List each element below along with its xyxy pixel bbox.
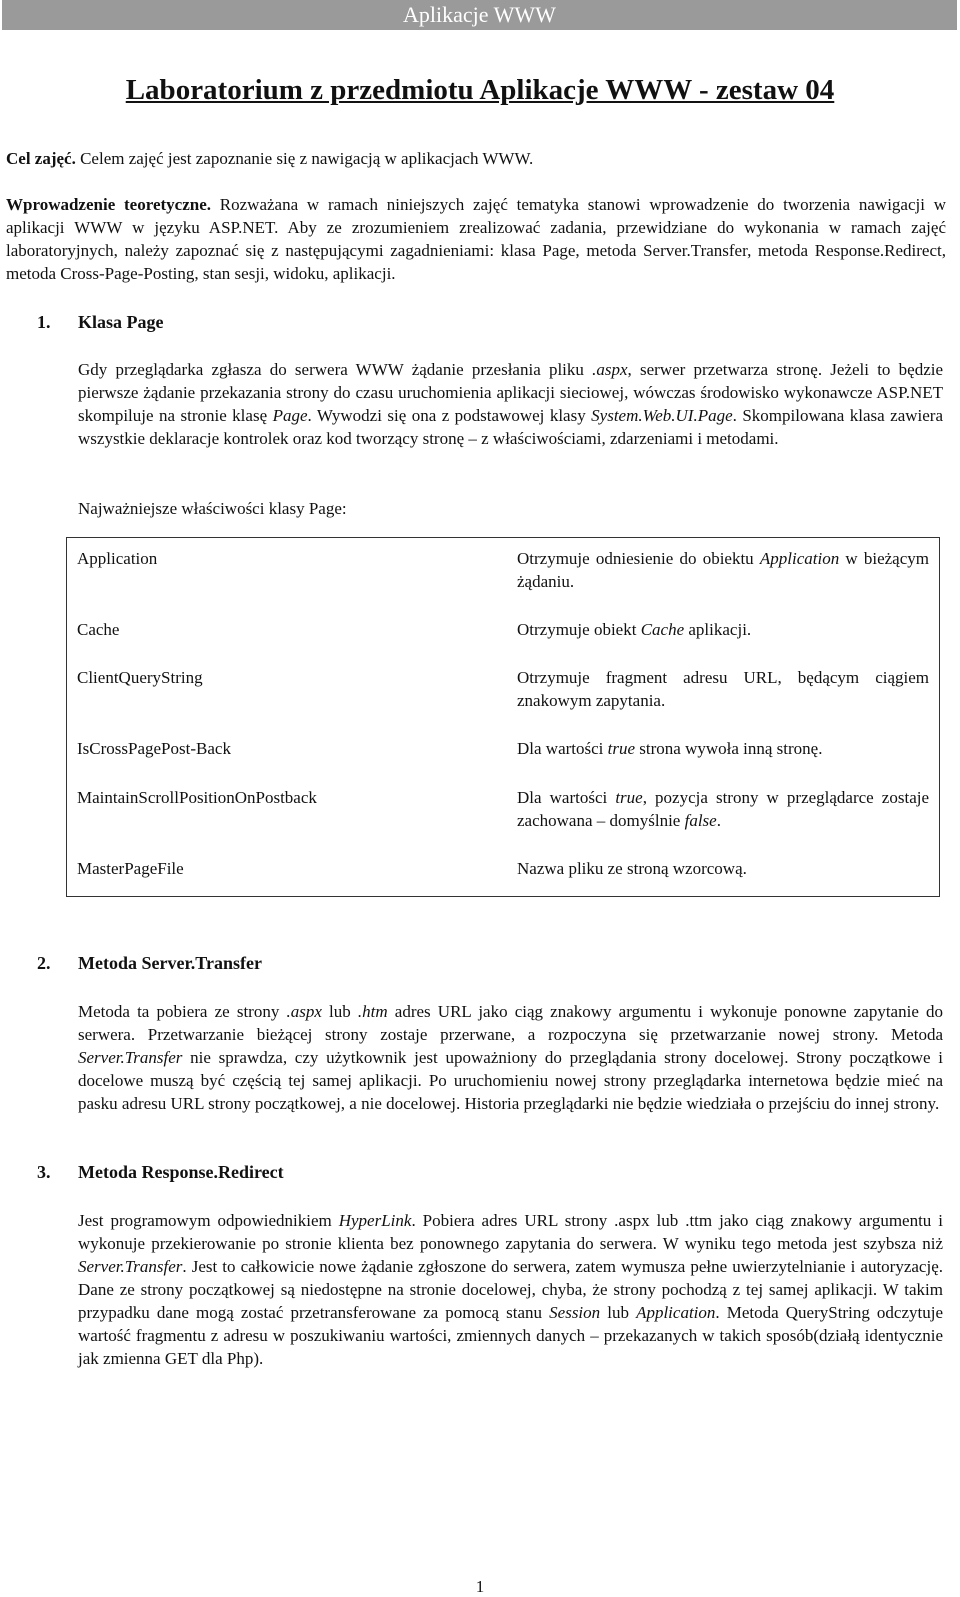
section-title-server-transfer: Metoda Server.Transfer xyxy=(78,953,262,973)
section-number: 3. xyxy=(37,1162,51,1182)
header-bar xyxy=(2,0,957,30)
text-run: nie sprawdza, czy użytkownik jest upoważniony do przeglądania strony docelowej. Strony początkowe i docelowe muszą być częścią tej samej aplikacji. Po uruchomieniu nowej strony przeglądarka internetowa będzie mieć na pasku adresu URL strony początkowej, a nie docelowej. Historia przeglądarki nie będzie wiedziała o przejściu do innej strony. xyxy=(78,1048,943,1113)
intro-paragraph xyxy=(6,193,946,285)
section-title-page-class: Klasa Page xyxy=(78,312,164,332)
text-run-italic: .aspx xyxy=(592,360,628,379)
text-run: , serwer przetwarza stronę. Jeżeli to będzie pierwsze żądanie przekazania strony do czasu uruchomienia aplikacji sieciowej, wówczas środowisko wykonawcze ASP.NET skompiluje na stronie klasę xyxy=(78,360,944,425)
text-run: adres URL jako ciąg znakowy argumentu i wykonuje ponowne zapytanie do serwera. Przetwarzanie bieżącej strony zostaje przerwane, a rozpoczyna się przetwarzanie nowej strony. Metoda xyxy=(78,1002,943,1044)
text-run-italic: Server.Transfer xyxy=(78,1048,183,1067)
property-name: IsCrossPagePost-Back xyxy=(77,739,231,758)
text-run-italic: Page xyxy=(272,406,308,425)
property-description: Otrzymuje obiekt Cache aplikacji. xyxy=(517,620,752,639)
property-name: Application xyxy=(77,549,158,568)
text-run: . Skompilowana klasa zawiera wszystkie deklaracje kontrolek oraz kod tworzący stronę – z właściwościami, zdarzeniami i metodami. xyxy=(78,406,943,448)
text-run: lub xyxy=(600,1303,637,1322)
goal-paragraph xyxy=(6,147,946,170)
page-number: 1 xyxy=(475,1577,485,1596)
text-run: . Jest to całkowicie nowe żądanie zgłoszone do serwera, zatem wymusza pełne uwierzytelnianie i autoryzację. Dane ze strony początkowej są niedostępne na stronie docelowej, chyba, że strony pochodzą z tej samej aplikacji. W takim przypadku dane mogą zostać przetransferowane za pomocą stanu xyxy=(78,1257,943,1322)
text-run: . Pobiera adres URL strony .aspx lub .ttm jako ciąg znakowy argumentu i wykonuje przekierowanie po stronie klienta bez ponownego zapytania do serwera. W wyniku tego metoda jest szybsza niż xyxy=(78,1211,943,1253)
header-title: Aplikacje WWW xyxy=(403,2,556,27)
goal-label: Cel zajęć. xyxy=(6,149,76,168)
text-run-italic: .aspx xyxy=(286,1002,322,1021)
property-name: Cache xyxy=(77,620,120,639)
properties-label: Najważniejsze właściwości klasy Page: xyxy=(78,499,347,518)
property-description: Nazwa pliku ze stroną wzorcową. xyxy=(517,859,747,878)
text-run-italic: .htm xyxy=(357,1002,388,1021)
intro-label: Wprowadzenie teoretyczne. xyxy=(6,195,212,214)
page-title: Laboratorium z przedmiotu Aplikacje WWW - zestaw 04 xyxy=(125,74,835,106)
text-run-italic: System.Web.UI.Page xyxy=(591,406,733,425)
section-number: 1. xyxy=(37,312,51,332)
text-run: . Metoda QueryString odczytuje wartość fragmentu z adresu w poszukiwaniu wartości, zmiennych danych – przekazanych w takich sposób(działą identycznie jak zmienna GET dla Php). xyxy=(78,1303,943,1368)
text-run-italic: Session xyxy=(549,1303,601,1322)
properties-table xyxy=(66,537,940,897)
property-description: Otrzymuje odniesienie do obiektu Application w bieżącym żądaniu. xyxy=(517,549,929,591)
text-run-italic: Application xyxy=(636,1303,716,1322)
section-number: 2. xyxy=(37,953,51,973)
goal-text: Celem zajęć jest zapoznanie się z nawigacją w aplikacjach WWW. xyxy=(75,149,534,168)
text-run: Jest programowym odpowiednikiem xyxy=(78,1211,339,1230)
section-title-response-redirect: Metoda Response.Redirect xyxy=(78,1162,284,1182)
intro-text: Rozważana w ramach niniejszych zajęć tematyka stanowi wprowadzenie do tworzenia nawigacji w aplikacji WWW w języku ASP.NET. Aby ze zrozumieniem zrealizować zadania, przewidziane do wykonania w ramach zajęć laboratoryjnych, należy zapoznać się z następującymi zagadnieniami: klasa Page, metoda Server.Transfer, metoda Response.Redirect, metoda Cross-Page-Posting, stan sesji, widoku, aplikacji. xyxy=(6,195,947,283)
property-name: MaintainScrollPositionOnPostback xyxy=(77,788,317,807)
property-description: Dla wartości true strona wywoła inną stronę. xyxy=(517,739,823,758)
text-run: . Wywodzi się ona z podstawowej klasy xyxy=(307,406,592,425)
section-text-server-transfer xyxy=(78,1000,943,1115)
text-run: lub xyxy=(321,1002,358,1021)
text-run: Metoda ta pobiera ze strony xyxy=(78,1002,287,1021)
property-description: Dla wartości true, pozycja strony w przeglądarce zostaje zachowana – domyślnie false. xyxy=(517,788,930,830)
text-run: Gdy przeglądarka zgłasza do serwera WWW żądanie przesłania pliku xyxy=(78,360,593,379)
property-name: MasterPageFile xyxy=(77,859,184,878)
section-text-response-redirect xyxy=(78,1209,943,1370)
property-name: ClientQueryString xyxy=(77,668,203,687)
property-description: Otrzymuje fragment adresu URL, będącym ciągiem znakowym zapytania. xyxy=(517,668,929,710)
text-run-italic: HyperLink xyxy=(338,1211,412,1230)
text-run-italic: Server.Transfer xyxy=(78,1257,183,1276)
section-text-page-class xyxy=(78,358,943,450)
